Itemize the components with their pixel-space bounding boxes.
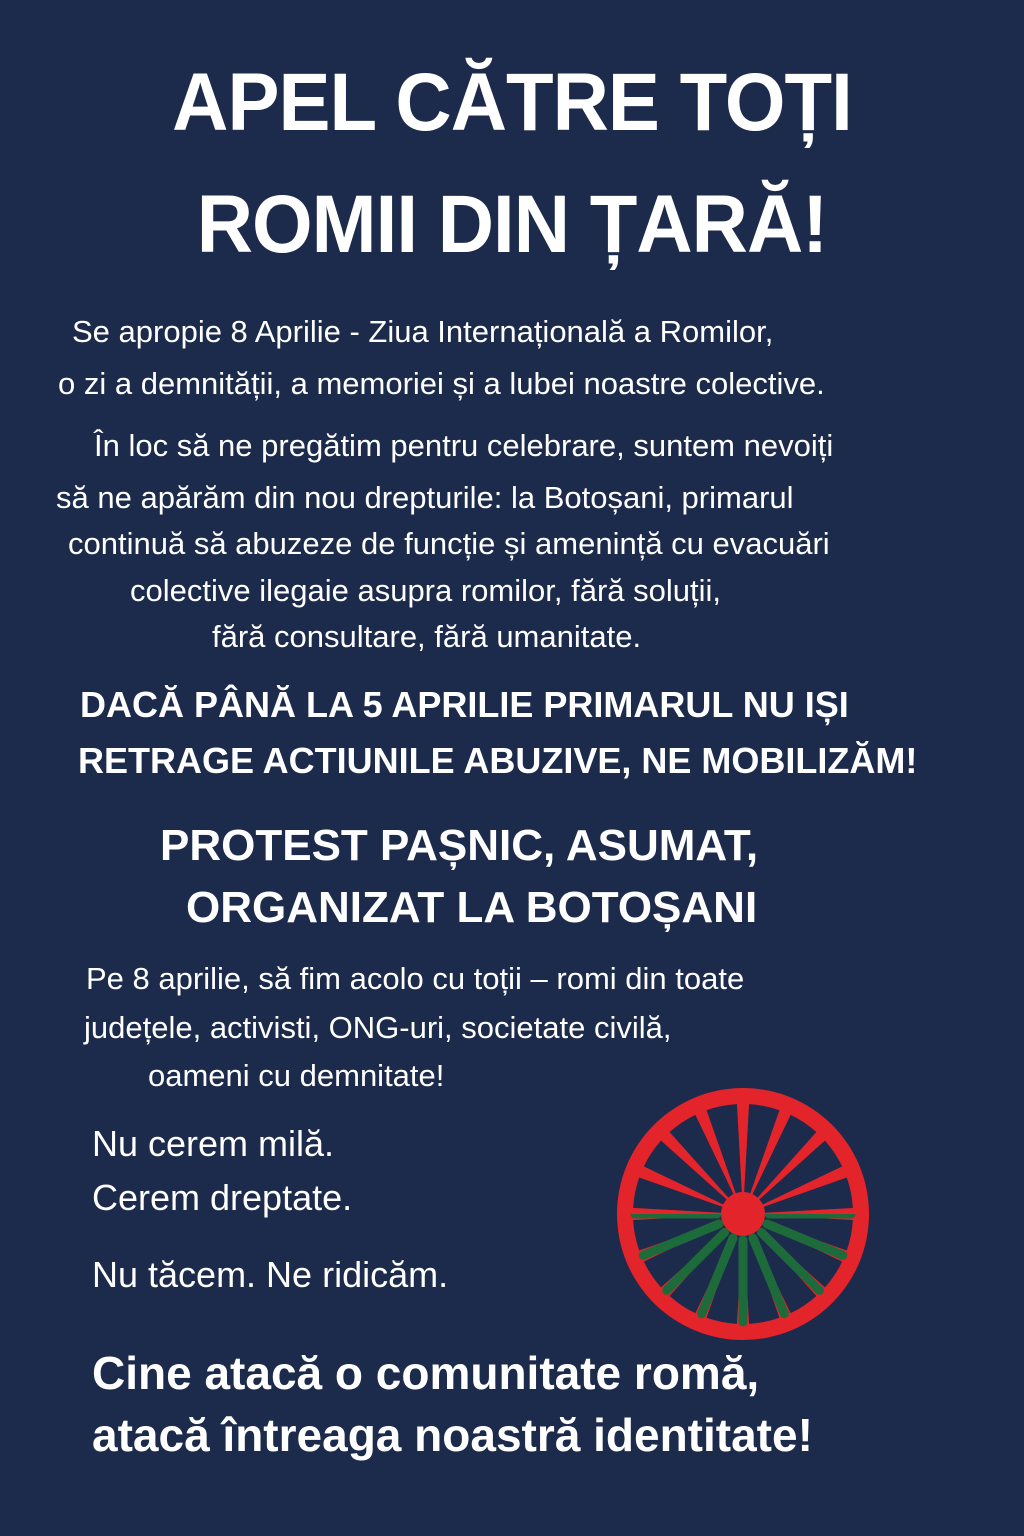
wheel-hub-center <box>723 1194 763 1234</box>
call-line-3: oameni cu demnitate! <box>148 1058 445 1093</box>
intro-line-1: Se apropie 8 Aprilie - Ziua Internațională a Romilor, <box>72 314 774 349</box>
situation-line-3: continuă să abuzeze de funcție și amenință cu evacuări <box>68 526 830 561</box>
situation-line-2: să ne apărăm din nou drepturile: la Botoșani, primarul <box>56 480 794 515</box>
protest-line-2: ORGANIZAT LA BOTOȘANI <box>186 883 758 932</box>
call-line-1: Pe 8 aprilie, să fim acolo cu toții – romi din toate <box>86 961 745 996</box>
situation-line-4: colective ilegaie asupra romilor, fără soluții, <box>130 573 721 608</box>
romani-chakra-wheel-icon <box>615 1086 871 1342</box>
slogan-line-3: Nu tăcem. Ne ridicăm. <box>92 1254 449 1295</box>
closing-line-2: atacă întreaga noastră identitate! <box>92 1409 813 1461</box>
slogan-line-1: Nu cerem milă. <box>92 1123 335 1164</box>
ultimatum-line-1: DACĂ PÂNĂ LA 5 APRILIE PRIMARUL NU IȘI <box>80 684 849 725</box>
situation-line-5: fără consultare, fără umanitate. <box>212 619 642 654</box>
slogan-line-2: Cerem dreptate. <box>92 1177 353 1218</box>
ultimatum-line-2: RETRAGE ACTIUNILE ABUZIVE, NE MOBILIZĂM! <box>78 740 918 781</box>
protest-line-1: PROTEST PAȘNIC, ASUMAT, <box>160 821 759 870</box>
situation-line-1: În loc să ne pregătim pentru celebrare, suntem nevoiți <box>94 428 834 463</box>
call-line-2: județele, activisti, ONG-uri, societate civilă, <box>84 1010 672 1045</box>
closing-line-1: Cine atacă o comunitate romă, <box>92 1347 760 1399</box>
headline-line-1: APEL CĂTRE TOȚI <box>172 57 852 148</box>
intro-line-2: o zi a demnității, a memoriei și a lubei noastre colective. <box>58 366 825 401</box>
headline-line-2: ROMII DIN ȚARĂ! <box>196 179 828 270</box>
